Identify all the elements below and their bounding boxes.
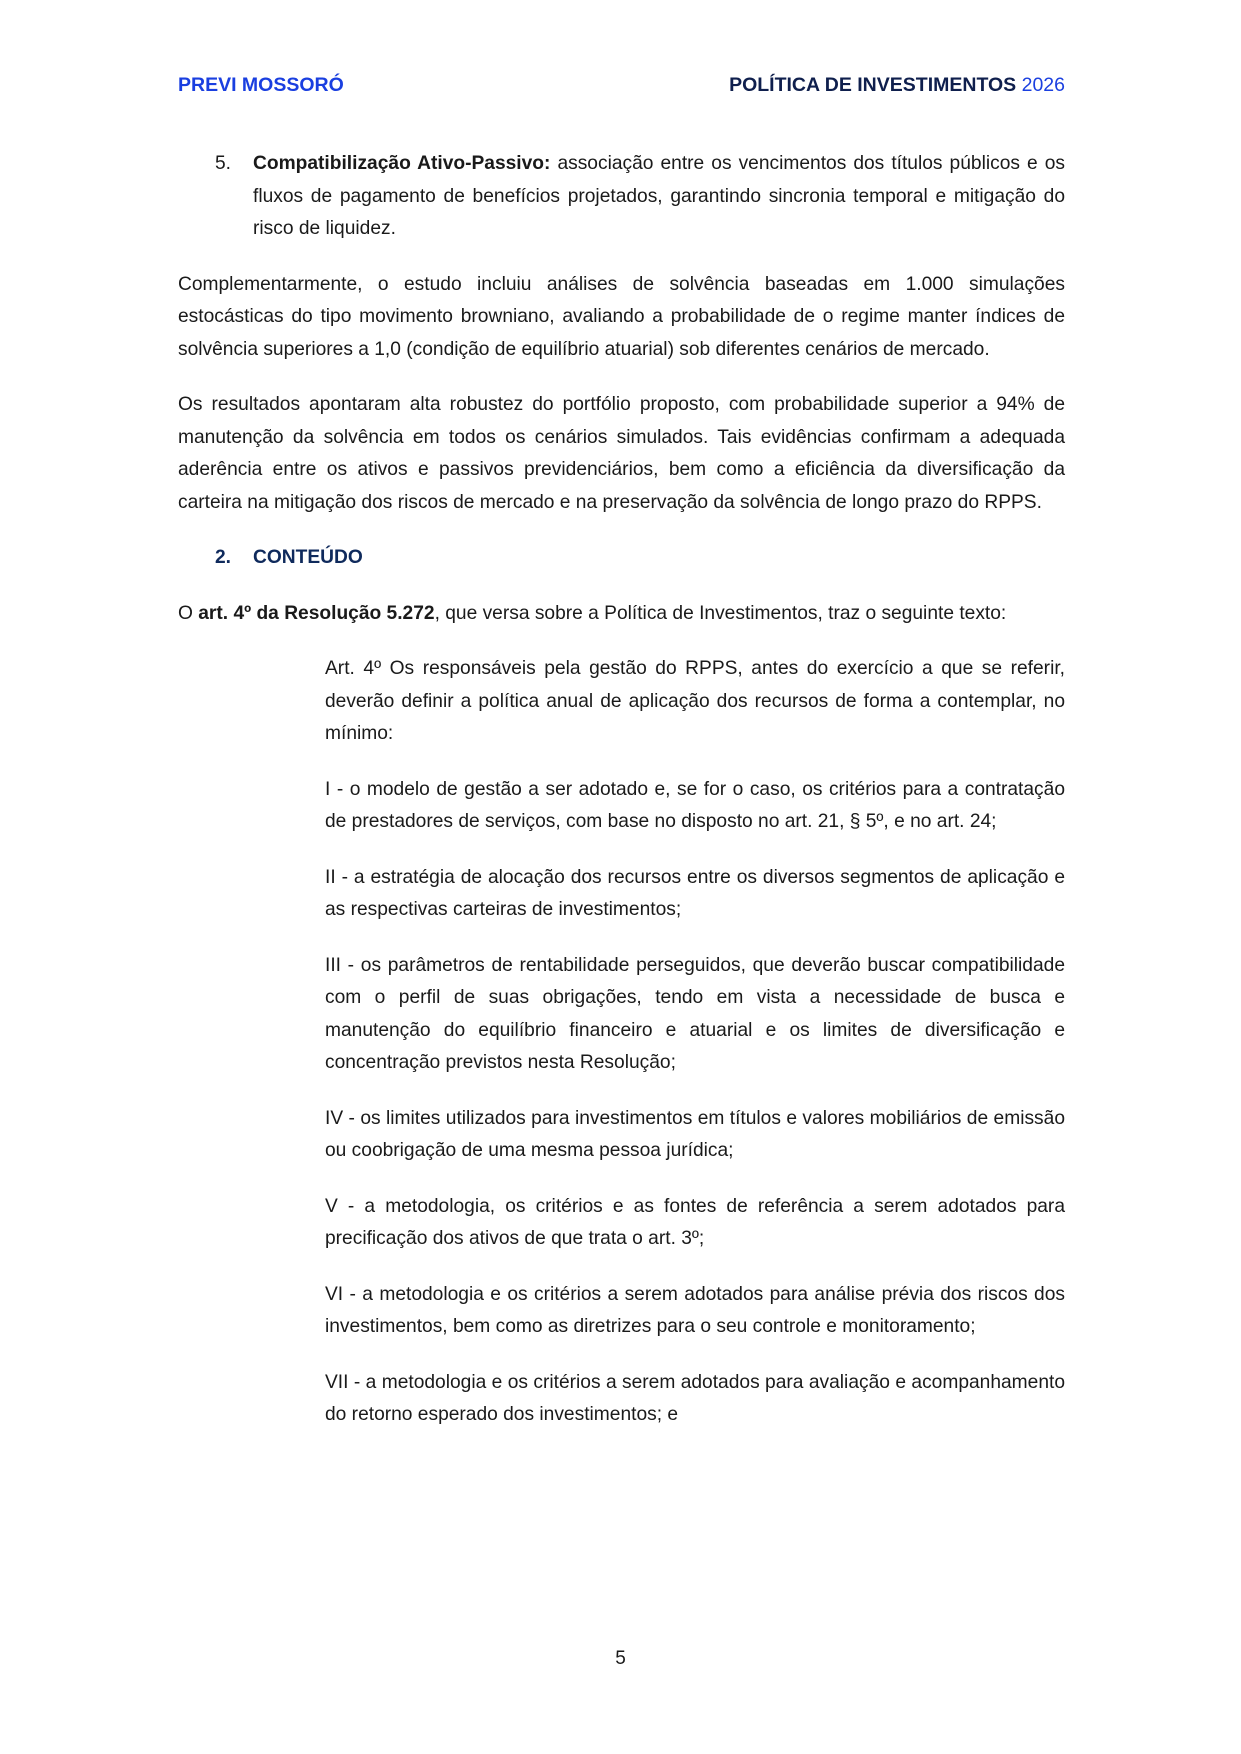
intro-legal-reference: art. 4º da Resolução 5.272 <box>198 602 435 624</box>
list-item-compatibilizacao <box>178 148 1065 246</box>
quote-item-ii: II - a estratégia de alocação dos recursos entre os diversos segmentos de aplicação e as respectivas carteiras de investimentos; <box>325 866 1065 920</box>
section-number: 2. <box>215 547 232 568</box>
quote-item-v: V - a metodologia, os critérios e as fontes de referência a serem adotados para precificação dos ativos de que trata o art. 3º; <box>325 1195 1065 1249</box>
organization-name: PREVI MOSSORÓ <box>178 74 344 96</box>
intro-suffix: , que versa sobre a Política de Investimentos, traz o seguinte texto: <box>434 602 1007 624</box>
intro-prefix: O <box>178 602 199 624</box>
page-header <box>178 74 1065 104</box>
paragraph-solvency-analysis: Complementarmente, o estudo incluiu análises de solvência baseadas em 1.000 simulações estocásticas do tipo movimento browniano, avaliando a probabilidade de o regime manter índices de solvência superiores a 1,0 (condição de equilíbrio atuarial) sob diferentes cenários de mercado. <box>178 273 1065 360</box>
quote-item-vi: VI - a metodologia e os critérios a serem adotados para análise prévia dos riscos dos investimentos, bem como as diretrizes para o seu controle e monitoramento; <box>325 1283 1065 1337</box>
list-item-description: associação entre os vencimentos dos títulos públicos e os fluxos de pagamento de benefícios projetados, garantindo sincronia temporal e mitigação do risco de liquidez. <box>253 153 1065 239</box>
quote-item-iii: III - os parâmetros de rentabilidade perseguidos, que deverão buscar compatibilidade com o perfil de suas obrigações, tendo em vista a necessidade de busca e manutenção do equilíbrio financeiro e atuarial e os limites de diversificação e concentração previstos nesta Resolução; <box>325 954 1065 1073</box>
page-number: 5 <box>615 1648 626 1669</box>
section-heading <box>178 542 1065 575</box>
list-item-number: 5. <box>215 153 232 174</box>
quote-article-4: Art. 4º Os responsáveis pela gestão do RPPS, antes do exercício a que se referir, deverão definir a política anual de aplicação dos recursos de forma a contemplar, no mínimo: <box>325 658 1065 744</box>
list-item-text <box>253 148 1065 246</box>
legal-quote <box>178 653 1065 1432</box>
document-title <box>729 74 1065 97</box>
page-body <box>178 148 1065 1455</box>
paragraph-results: Os resultados apontaram alta robustez do portfólio proposto, com probabilidade superior a 94% de manutenção da solvência em todos os cenários simulados. Tais evidências confirmam a adequada aderência entre os ativos e passivos previdenciários, bem como a eficiência da diversificação da carteira na mitigação dos riscos de mercado e na preservação da solvência de longo prazo do RPPS. <box>178 394 1065 513</box>
quote-item-vii: VII - a metodologia e os critérios a serem adotados para avaliação e acompanhamento do retorno esperado dos investimentos; e <box>325 1371 1065 1425</box>
paragraph-intro <box>178 598 1065 631</box>
document-title-text: POLÍTICA DE INVESTIMENTOS <box>729 74 1017 96</box>
list-item-term: Compatibilização Ativo-Passivo: <box>253 153 551 174</box>
quote-item-i: I - o modelo de gestão a ser adotado e, se for o caso, os critérios para a contratação de prestadores de serviços, com base no disposto no art. 21, § 5º, e no art. 24; <box>325 778 1065 832</box>
document-year: 2026 <box>1021 74 1065 96</box>
quote-item-iv: IV - os limites utilizados para investimentos em títulos e valores mobiliários de emissão ou coobrigação de uma mesma pessoa jurídica; <box>325 1107 1065 1161</box>
section-title: CONTEÚDO <box>253 547 363 568</box>
